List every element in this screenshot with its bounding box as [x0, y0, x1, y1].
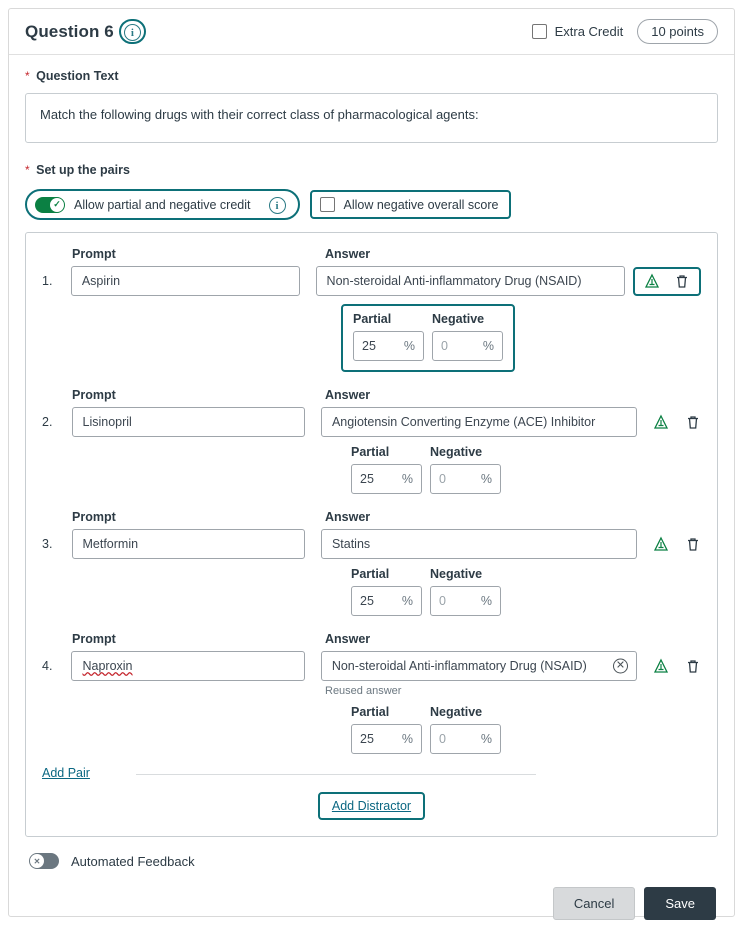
delete-icon[interactable] — [685, 414, 701, 431]
pair-2-credit-fields — [351, 464, 501, 494]
question-info-highlight[interactable] — [119, 19, 146, 44]
footer-actions — [25, 887, 718, 920]
pair-4-column-headers — [42, 632, 701, 646]
automated-feedback-toggle[interactable] — [29, 853, 59, 869]
distractor-icon[interactable] — [653, 658, 669, 675]
answer-column-header: Answer — [325, 510, 371, 524]
add-pair-row — [42, 760, 701, 780]
add-distractor-button[interactable]: Add Distractor — [318, 792, 425, 820]
pair-3-column-headers — [42, 510, 701, 524]
prompt-column-header: Prompt — [72, 632, 116, 646]
prompt-column-header: Prompt — [72, 247, 116, 261]
pair-4-reused-note: Reused answer — [325, 685, 402, 697]
automated-feedback-label: Automated Feedback — [71, 853, 195, 869]
pair-3-partial-input[interactable] — [351, 586, 422, 616]
pair-4-prompt-value: Naproxin — [82, 659, 133, 673]
pair-3-negative-value: 0 — [439, 594, 446, 608]
pair-2-credit-wrap — [351, 445, 701, 494]
extra-credit-control[interactable] — [532, 24, 624, 39]
pair-2-credit-group — [351, 445, 501, 494]
pair-4-partial-input[interactable] — [351, 724, 422, 754]
distractor-icon[interactable] — [653, 414, 669, 431]
pair-1-number: 1. — [42, 274, 53, 288]
pair-4-prompt-input[interactable] — [71, 651, 304, 681]
answer-column-header: Answer — [325, 632, 371, 646]
pair-3-fields — [42, 529, 701, 559]
info-icon[interactable]: i — [124, 24, 141, 41]
pair-1-column-headers — [42, 247, 701, 261]
prompt-column-header: Prompt — [72, 388, 116, 402]
pair-4-number: 4. — [42, 659, 53, 673]
pair-3-credit-fields — [351, 586, 501, 616]
pair-4-answer-value: Non-steroidal Anti-inflammatory Drug (NSAID) — [331, 659, 587, 673]
pair-4-credit-wrap — [351, 705, 701, 754]
negative-header: Negative — [430, 705, 483, 719]
negative-overall-group[interactable] — [310, 190, 512, 219]
percent-symbol: % — [401, 732, 413, 746]
points-field[interactable]: 10 points — [637, 19, 718, 44]
partial-credit-info-icon[interactable]: i — [269, 197, 286, 214]
pair-2-column-headers — [42, 388, 701, 402]
pair-1-partial-input[interactable] — [353, 331, 424, 361]
percent-symbol: % — [401, 472, 413, 486]
pair-1-negative-value: 0 — [441, 339, 448, 353]
distractor-icon[interactable] — [653, 536, 669, 553]
partial-header: Partial — [353, 312, 392, 326]
pair-3-prompt-input[interactable]: Metformin — [72, 529, 305, 559]
negative-header: Negative — [430, 445, 483, 459]
add-pair-link[interactable]: Add Pair — [42, 766, 90, 780]
pair-1-prompt-input[interactable]: Aspirin — [71, 266, 300, 296]
pair-4-credit-headers — [351, 705, 501, 719]
pair-2-negative-value: 0 — [439, 472, 446, 486]
pair-2-fields — [42, 407, 701, 437]
pair-1-fields — [42, 266, 701, 296]
pair-2-negative-input[interactable] — [430, 464, 501, 494]
pair-2-number: 2. — [42, 415, 53, 429]
pair-1-credit-wrap — [341, 304, 701, 372]
negative-header: Negative — [430, 567, 483, 581]
delete-icon[interactable] — [685, 658, 701, 675]
pair-3-number: 3. — [42, 537, 53, 551]
pair-row-4 — [42, 632, 701, 754]
pair-row-2 — [42, 388, 701, 494]
percent-symbol: % — [480, 472, 492, 486]
pair-1-actions-highlight — [633, 267, 701, 296]
partial-credit-label: Allow partial and negative credit — [74, 197, 251, 212]
cancel-button[interactable]: Cancel — [553, 887, 635, 920]
pairs-required-mark: * — [25, 163, 30, 177]
question-text-label: Question Text — [36, 69, 119, 83]
distractor-icon[interactable] — [644, 273, 660, 290]
pairs-label: Set up the pairs — [36, 163, 130, 177]
partial-credit-toggle-group[interactable] — [25, 189, 300, 220]
pair-2-prompt-input[interactable]: Lisinopril — [72, 407, 305, 437]
pair-3-partial-value: 25 — [360, 594, 374, 608]
question-editor-panel — [8, 8, 735, 917]
question-text-input[interactable]: Match the following drugs with their correct class of pharmacological agents: — [25, 93, 718, 143]
extra-credit-checkbox[interactable] — [532, 24, 547, 39]
delete-icon[interactable] — [685, 536, 701, 553]
pair-4-negative-input[interactable] — [430, 724, 501, 754]
pair-1-credit-fields — [353, 331, 503, 361]
pair-2-actions — [653, 414, 701, 431]
section-divider — [136, 774, 536, 775]
pair-4-credit-fields — [351, 724, 501, 754]
automated-feedback-row[interactable] — [29, 853, 718, 869]
partial-header: Partial — [351, 445, 390, 459]
percent-symbol: % — [482, 339, 494, 353]
prompt-column-header: Prompt — [72, 510, 116, 524]
pair-4-credit-group — [351, 705, 501, 754]
delete-icon[interactable] — [674, 273, 690, 290]
pair-2-partial-value: 25 — [360, 472, 374, 486]
extra-credit-label: Extra Credit — [554, 24, 624, 39]
pair-1-answer-input[interactable]: Non-steroidal Anti-inflammatory Drug (NSAID) — [316, 266, 625, 296]
pair-4-actions — [653, 658, 701, 675]
percent-symbol: % — [403, 339, 415, 353]
pair-4-negative-value: 0 — [439, 732, 446, 746]
percent-symbol: % — [401, 594, 413, 608]
pair-2-answer-input[interactable]: Angiotensin Converting Enzyme (ACE) Inhibitor — [321, 407, 637, 437]
page-title: Question 6 — [25, 21, 114, 41]
pairs-label-row — [25, 161, 718, 179]
pair-row-1 — [42, 247, 701, 372]
negative-header: Negative — [432, 312, 485, 326]
save-button[interactable]: Save — [644, 887, 716, 920]
pair-4-fields — [42, 651, 701, 681]
negative-overall-label: Allow negative overall score — [343, 197, 499, 212]
pair-3-credit-headers — [351, 567, 501, 581]
clear-icon[interactable]: ✕ — [613, 659, 628, 674]
partial-header: Partial — [351, 567, 390, 581]
answer-column-header: Answer — [325, 247, 371, 261]
percent-symbol: % — [480, 732, 492, 746]
question-text-label-row — [25, 67, 718, 85]
partial-header: Partial — [351, 705, 390, 719]
header-right-controls — [532, 19, 718, 44]
question-text-required-mark: * — [25, 69, 30, 83]
pair-2-credit-headers — [351, 445, 501, 459]
pair-2-partial-input[interactable] — [351, 464, 422, 494]
pair-3-answer-input[interactable]: Statins — [321, 529, 637, 559]
partial-credit-toggle[interactable] — [35, 197, 65, 213]
pair-row-3 — [42, 510, 701, 616]
pair-1-negative-input[interactable] — [432, 331, 503, 361]
pair-3-negative-input[interactable] — [430, 586, 501, 616]
pair-3-credit-group — [351, 567, 501, 616]
pair-4-partial-value: 25 — [360, 732, 374, 746]
negative-overall-checkbox[interactable] — [320, 197, 335, 212]
add-distractor-row — [42, 792, 701, 820]
pair-1-partial-value: 25 — [362, 339, 376, 353]
pair-3-actions — [653, 536, 701, 553]
pair-3-credit-wrap — [351, 567, 701, 616]
pair-4-answer-input[interactable] — [321, 651, 637, 681]
pair-1-credit-headers — [353, 312, 503, 326]
percent-symbol: % — [480, 594, 492, 608]
question-header — [9, 9, 734, 55]
answer-column-header: Answer — [325, 388, 371, 402]
pairs-panel — [25, 232, 718, 837]
editor-body — [9, 55, 734, 920]
pair-1-credit-highlight — [341, 304, 515, 372]
credit-toggles-row — [25, 189, 718, 220]
